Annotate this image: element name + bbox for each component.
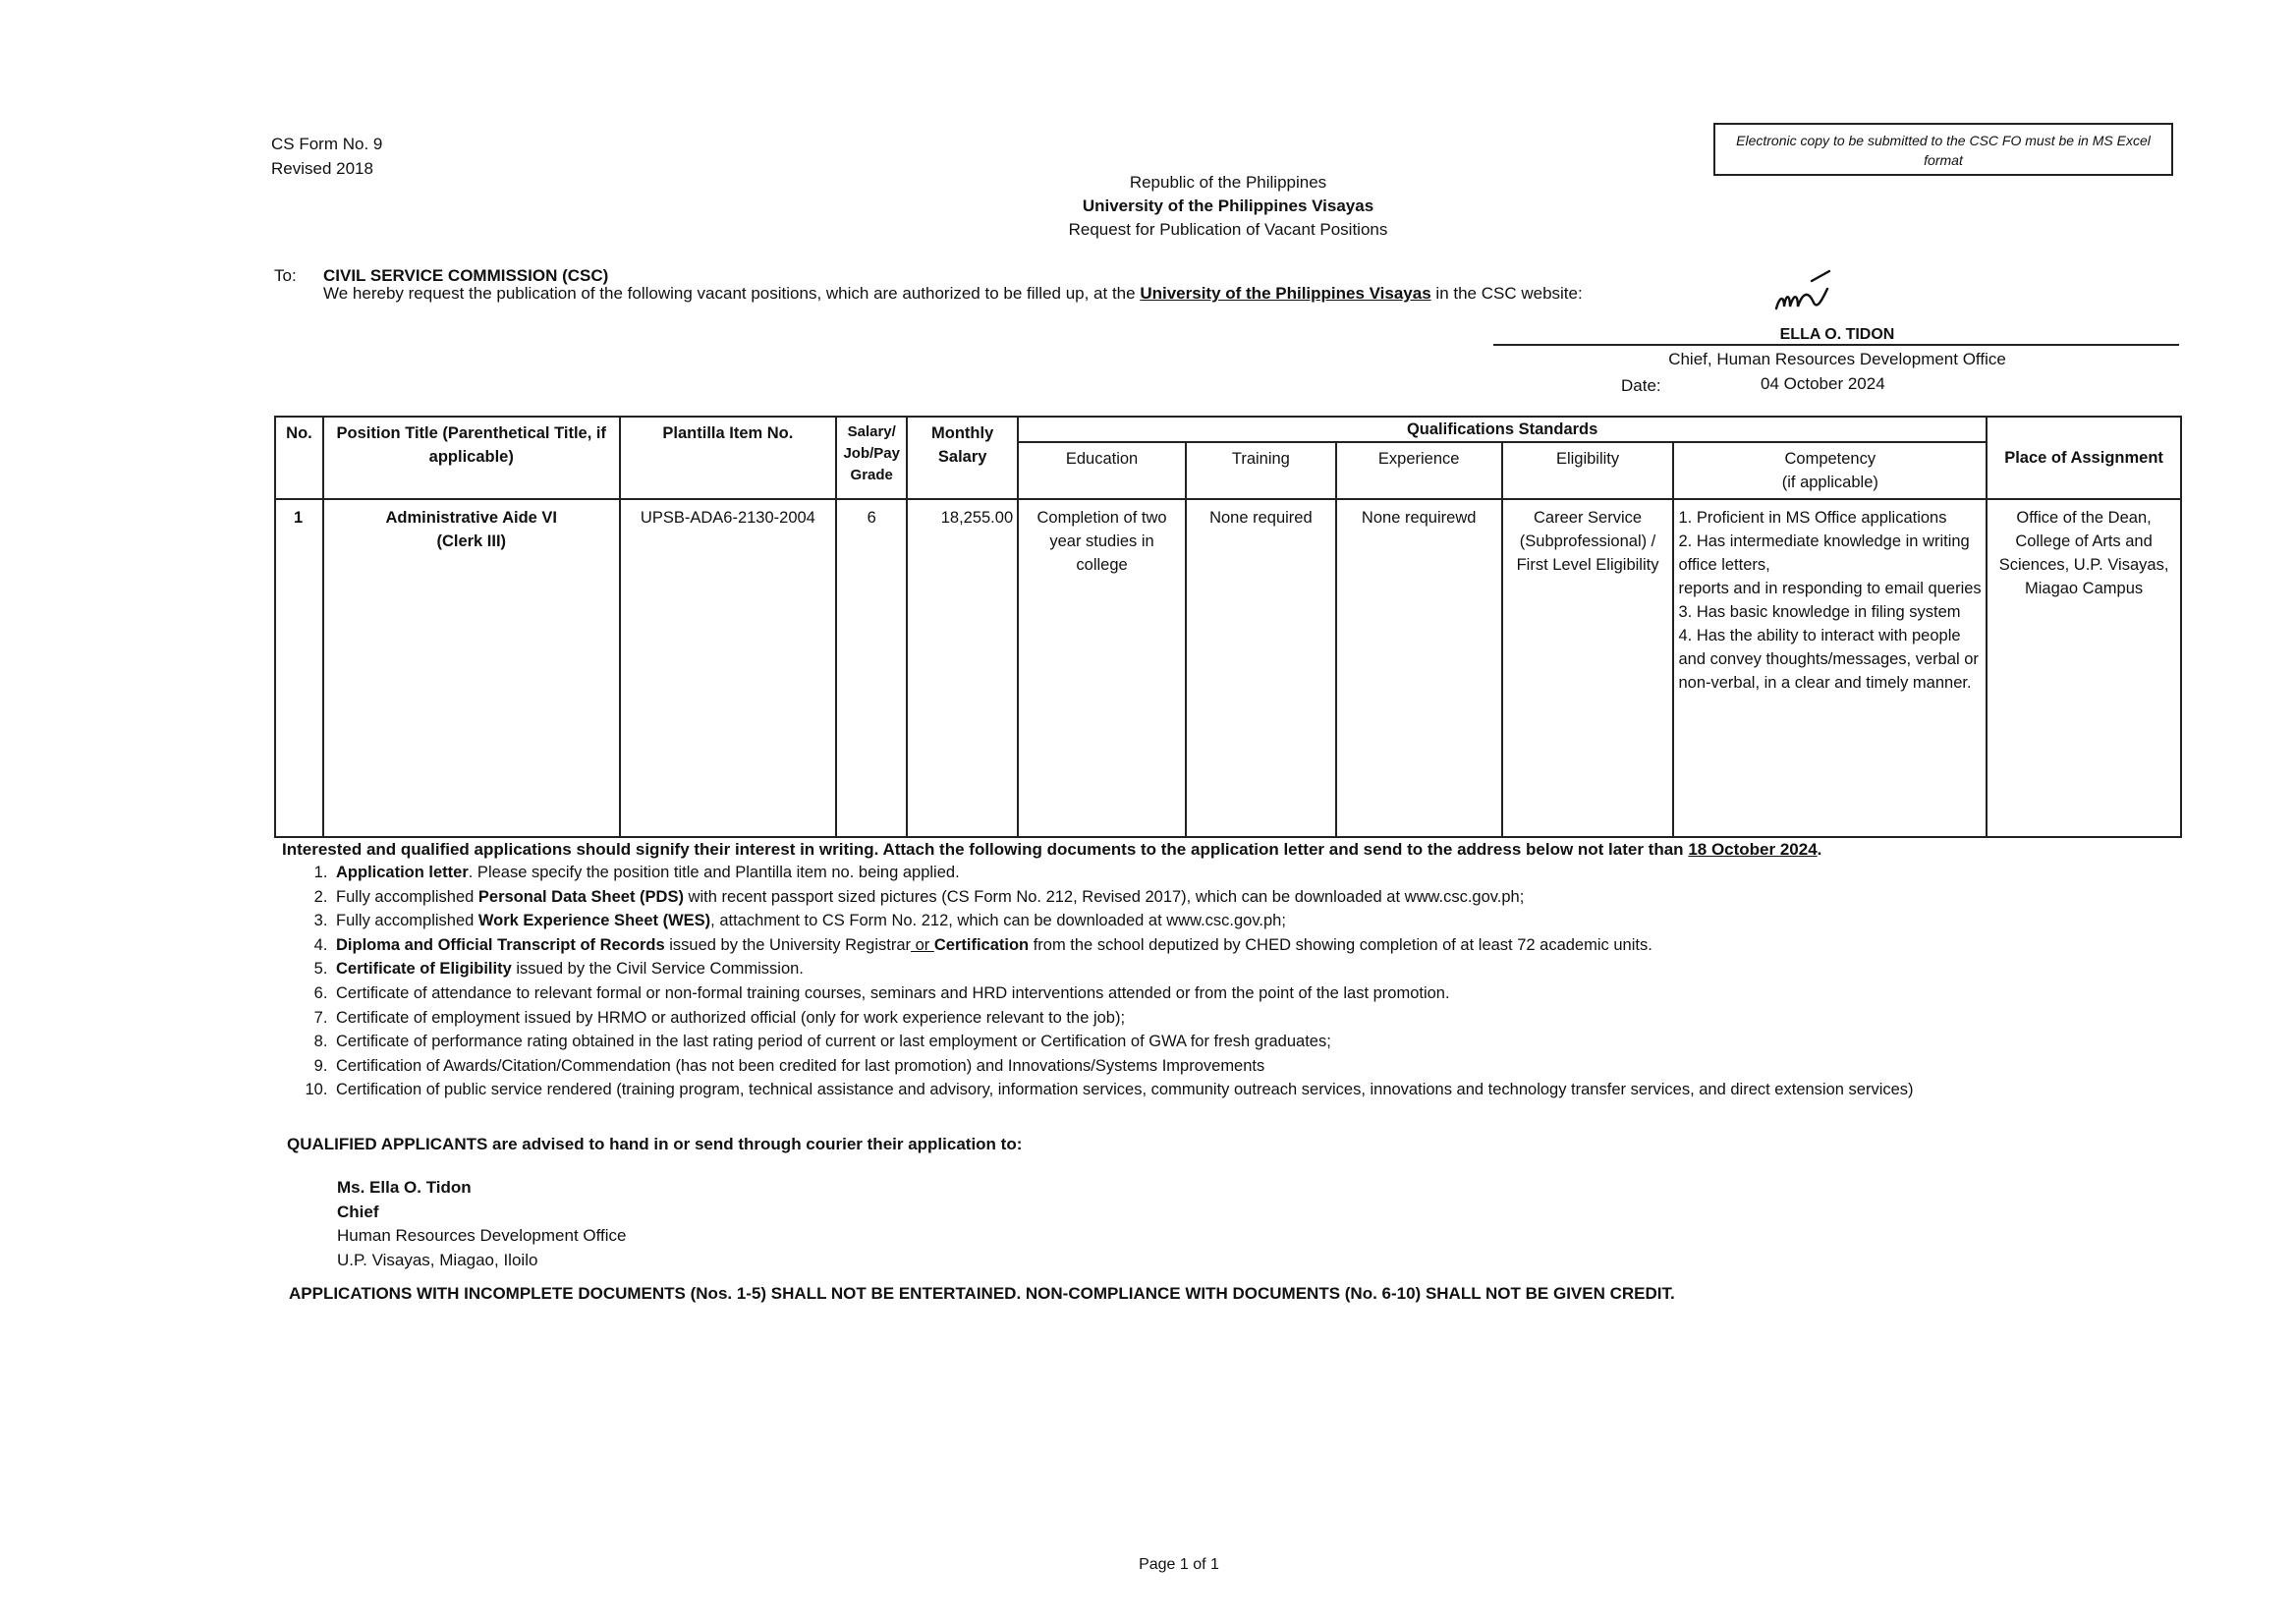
header-no: No.: [275, 417, 323, 499]
competency-item: 4. Has the ability to interact with people and convey thoughts/messages, verbal or non-verbal, in a clear and timely manner.: [1678, 627, 1979, 692]
header-plantilla: Plantilla Item No.: [620, 417, 837, 499]
header-education: Education: [1018, 442, 1186, 499]
document-name: Application letter: [336, 864, 469, 881]
incomplete-documents-warning: APPLICATIONS WITH INCOMPLETE DOCUMENTS (Nos. 1-5) SHALL NOT BE ENTERTAINED. NON-COMPLIANCE WITH DOCUMENTS (No. 6-10) SHALL NOT BE GIVEN CREDIT.: [289, 1284, 1675, 1303]
header-experience: Experience: [1336, 442, 1502, 499]
list-item: [332, 1054, 2100, 1079]
competency-item: 3. Has basic knowledge in filing system: [1678, 603, 1961, 621]
document-name: Work Experience Sheet (WES): [477, 912, 711, 930]
header-eligibility: Eligibility: [1502, 442, 1674, 499]
electronic-copy-note: Electronic copy to be submitted to the CSC FO must be in MS Excel format: [1713, 123, 2173, 176]
header-monthly-salary: Monthly Salary: [907, 417, 1018, 499]
position-title: Administrative Aide VI: [385, 509, 558, 527]
signatory-title: Chief, Human Resources Development Office: [1668, 350, 2006, 368]
header-training: Training: [1186, 442, 1336, 499]
list-item: [332, 1006, 2100, 1031]
document-detail: issued by the University Registrar: [664, 935, 912, 954]
republic-line: Republic of the Philippines: [1129, 173, 1327, 192]
application-instructions: [282, 840, 1821, 860]
deadline-date: 18 October 2024: [1688, 840, 1818, 859]
document-detail-alt: from the school deputized by CHED showing completion of at least 72 academic units.: [1029, 935, 1652, 954]
to-label: To:: [274, 266, 297, 285]
addressee: CIVIL SERVICE COMMISSION (CSC): [323, 266, 609, 285]
vacant-positions-table: [274, 416, 2182, 838]
qualified-applicants-note: QUALIFIED APPLICANTS are advised to hand in or send through courier their application to:: [287, 1135, 1023, 1153]
document-detail: , attachment to CS Form No. 212, which can be downloaded at www.csc.gov.ph;: [710, 912, 1286, 930]
document-detail: . Please specify the position title and Plantilla item no. being applied.: [468, 864, 960, 881]
position-parenthetical: (Clerk III): [436, 532, 507, 550]
list-item: [332, 1078, 2100, 1102]
row-eligibility: Career Service (Subprofessional) / First Level Eligibility: [1502, 499, 1674, 837]
document-name: Certificate of Eligibility: [336, 960, 512, 979]
document-prefix: Fully accomplished: [336, 887, 478, 906]
competency-item: reports and in responding to email queries: [1678, 580, 1982, 597]
header-competency: [1673, 442, 1987, 499]
competency-item: 1. Proficient in MS Office applications: [1678, 509, 1947, 527]
signature-rule: [1493, 344, 2179, 346]
date-value: 04 October 2024: [1761, 374, 1885, 393]
row-training: None required: [1186, 499, 1336, 837]
form-number: [271, 132, 382, 181]
date-label: Date:: [1621, 376, 1661, 395]
document-detail: with recent passport sized pictures (CS Form No. 212, Revised 2017), which can be downloaded at www.csc.gov.ph;: [683, 887, 1525, 906]
document-detail: Certification of Awards/Citation/Commendation (has not been credited for last promotion) and Innovations/Systems Improvements: [336, 1056, 1265, 1075]
form-revision: Revised 2018: [271, 159, 373, 178]
list-item: [332, 1030, 2100, 1054]
table-row: [275, 499, 2181, 837]
page-number: Page 1 of 1: [1139, 1556, 1219, 1573]
signature-mark: [1768, 267, 1847, 326]
document-prefix: Fully accomplished: [336, 912, 478, 930]
address-location: U.P. Visayas, Miagao, Iloilo: [337, 1250, 538, 1269]
list-item: [332, 861, 2100, 885]
address-office: Human Resources Development Office: [337, 1226, 627, 1245]
list-item: [332, 885, 2100, 910]
required-documents-list: [295, 861, 2100, 1102]
document-detail: Certificate of performance rating obtained in the last rating period of current or last employment or Certification of GWA for fresh graduates;: [336, 1033, 1331, 1051]
competency-note: (if applicable): [1781, 474, 1878, 491]
instructions-end: .: [1817, 840, 1822, 859]
request-statement: [323, 283, 1583, 305]
list-item: [332, 957, 2100, 981]
university-name: University of the Philippines Visayas: [1082, 196, 1374, 215]
document-detail: Certificate of attendance to relevant formal or non-formal training courses, seminars and HRD interventions attended or from the point of the last promotion.: [336, 983, 1450, 1002]
instructions-text: Interested and qualified applications should signify their interest in writing. Attach the following documents to the application letter and send to the address below not later than: [282, 840, 1684, 859]
header-place: Place of Assignment: [1987, 417, 2181, 499]
row-place: Office of the Dean, College of Arts and Sciences, U.P. Visayas, Miagao Campus: [1987, 499, 2181, 837]
document-title: Request for Publication of Vacant Positions: [1068, 220, 1388, 239]
row-no: 1: [275, 499, 323, 837]
list-item: [332, 933, 2100, 958]
row-competency: [1673, 499, 1987, 837]
document-or: or: [911, 935, 934, 954]
row-monthly-salary: 18,255.00: [907, 499, 1018, 837]
mailing-address: [337, 1176, 627, 1272]
row-position: [323, 499, 620, 837]
row-salary-grade: 6: [836, 499, 907, 837]
document-header: [982, 171, 1474, 242]
competency-label: Competency: [1784, 450, 1876, 468]
header-salary-grade: Salary/ Job/Pay Grade: [836, 417, 907, 499]
document-name: Personal Data Sheet (PDS): [477, 887, 684, 906]
row-education: Completion of two year studies in college: [1018, 499, 1186, 837]
document-detail: Certificate of employment issued by HRMO or authorized official (only for work experience relevant to the job);: [336, 1008, 1126, 1027]
row-plantilla: UPSB-ADA6-2130-2004: [620, 499, 837, 837]
signatory-name: ELLA O. TIDON: [1779, 326, 1895, 343]
request-text: We hereby request the publication of the following vacant positions, which are authorized to be filled up, at the: [323, 284, 1136, 303]
header-position: Position Title (Parenthetical Title, if applicable): [323, 417, 620, 499]
form-number-label: CS Form No. 9: [271, 135, 383, 153]
competency-item: 2. Has intermediate knowledge in writing office letters,: [1678, 532, 1970, 574]
list-item: [332, 909, 2100, 933]
address-position: Chief: [337, 1202, 379, 1221]
document-name-alt: Certification: [933, 935, 1030, 954]
agency-name: University of the Philippines Visayas: [1140, 284, 1431, 303]
document-name: Diploma and Official Transcript of Records: [336, 935, 665, 954]
document-detail: issued by the Civil Service Commission.: [511, 960, 804, 979]
header-qualifications: Qualifications Standards: [1018, 417, 1987, 442]
document-detail: Certification of public service rendered (training program, technical assistance and advisory, information services, community outreach services, innovations and technology transfer services, and direct extension services): [336, 1081, 1914, 1099]
address-name: Ms. Ella O. Tidon: [337, 1178, 472, 1197]
list-item: [332, 981, 2100, 1006]
request-text-end: in the CSC website:: [1435, 284, 1583, 303]
row-experience: None requirewd: [1336, 499, 1502, 837]
